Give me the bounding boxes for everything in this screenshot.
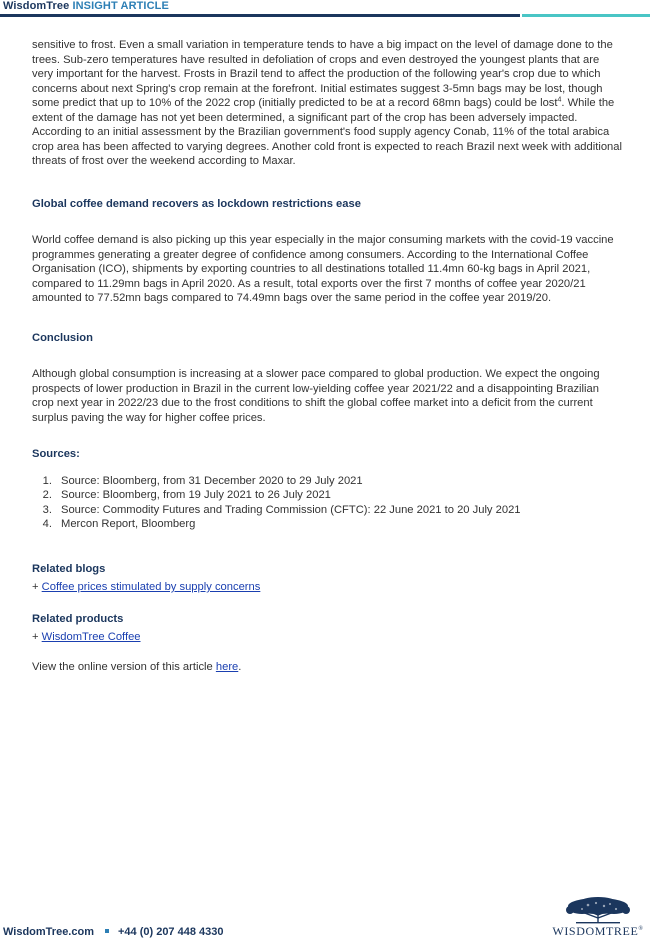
heading-related-products: Related products	[32, 612, 124, 625]
logo-wordmark	[546, 924, 650, 939]
source-text: Source: Bloomberg, from 19 July 2021 to 26 July 2021	[61, 489, 331, 501]
demand-paragraph: World coffee demand is also picking up this year especially in the major consuming markets with the covid-19 vaccine programmes generating a greater degree of confidence among consumers. According to the International Coffee Organisation (ICO), shipments by exporting countries to all destinations totalled 11.4mn 60-kg bags in April 2021, compared to 11.29mn bags in April 2020. As a result, total exports over the first 7 months of coffee year 2020/21 amounted to 77.52mn bags compared to 74.49mn bags over the same period in the coffee year 2019/20.	[32, 234, 614, 304]
source-number: 1.	[42, 474, 52, 487]
article-body	[32, 38, 622, 674]
intro-paragraph	[32, 38, 622, 169]
logo-registered-mark: ®	[638, 926, 644, 932]
tree-icon	[546, 896, 650, 926]
source-item	[32, 517, 622, 532]
online-text: View the online version of this article	[32, 660, 216, 673]
related-blog-item	[32, 580, 622, 595]
source-text: Mercon Report, Bloomberg	[61, 518, 196, 530]
source-item	[32, 488, 622, 503]
related-product-prefix: +	[32, 631, 42, 643]
header-section: INSIGHT ARTICLE	[72, 0, 169, 12]
header-rule-navy	[0, 14, 520, 17]
related-product-item	[32, 630, 622, 645]
page-footer	[3, 926, 224, 938]
logo-text: WISDOMTREE	[552, 924, 639, 938]
source-item	[32, 503, 622, 518]
page-header	[0, 0, 650, 20]
footer-website[interactable]: WisdomTree.com	[3, 926, 94, 938]
footer-phone: +44 (0) 207 448 4330	[117, 926, 224, 938]
source-number: 4.	[42, 518, 52, 530]
header-title	[3, 0, 169, 12]
source-text: Source: Bloomberg, from 31 December 2020 to 29 July 2021	[61, 474, 363, 487]
heading-related-blogs: Related blogs	[32, 562, 106, 575]
sources-list	[32, 474, 622, 532]
intro-text-b: . While the extent of the damage has not yet been determined, a significant part of the crop has been adversely impacted. According to an initial assessment by the Brazilian government's food supply agency Conab, 11% of the total arabica crop area has been affected to varying degrees. Another cold front is expected to reach Brazil next week with additional threats of frost over the weekend according to Maxar.	[32, 97, 622, 167]
heading-conclusion: Conclusion	[32, 331, 93, 344]
intro-text-a: sensitive to frost. Even a small variation in temperature tends to have a big impact on the level of damage done to the trees. Sub-zero temperatures have resulted in defoliation of crops and even destroyed the youngest plants that are very important for the harvest. Frosts in Brazil tend to affect the production of the following year's crop due to which concerns about next Spring's crop remain at the forefront. Initial estimates suggest 3-5mn bags may be lost, though some predict that up to 10% of the 2022 crop (initially predicted to be at a record 68mn bags) could be lost	[32, 39, 613, 109]
source-text: Source: Commodity Futures and Trading Commission (CFTC): 22 June 2021 to 20 July 2021	[61, 503, 521, 516]
conclusion-paragraph: Although global consumption is increasing at a slower pace compared to global production. We expect the ongoing prospects of lower production in Brazil in the current low-yielding coffee year 2021/22 and a disappointing Brazilian crop next year in 2022/23 due to the frost conditions to shift the global coffee market into a deficit from the current surplus paving the way for higher coffee prices.	[32, 368, 600, 424]
source-number: 2.	[42, 489, 52, 501]
related-product-link[interactable]: WisdomTree Coffee	[41, 631, 141, 643]
header-rule-teal	[522, 14, 650, 17]
wisdomtree-logo	[546, 896, 650, 942]
footnote-marker: 4	[557, 96, 562, 104]
online-version-link[interactable]: here	[215, 660, 239, 673]
heading-sources: Sources:	[32, 448, 80, 460]
related-blog-link[interactable]: Coffee prices stimulated by supply concerns	[41, 581, 261, 593]
header-brand: WisdomTree	[3, 0, 70, 12]
heading-demand: Global coffee demand recovers as lockdown restrictions ease	[32, 197, 361, 210]
source-item	[32, 474, 622, 489]
footer-separator	[105, 929, 109, 933]
source-number: 3.	[42, 503, 52, 516]
online-version-note	[32, 660, 622, 675]
online-text-end: .	[238, 660, 242, 673]
related-blog-prefix: +	[32, 581, 42, 593]
